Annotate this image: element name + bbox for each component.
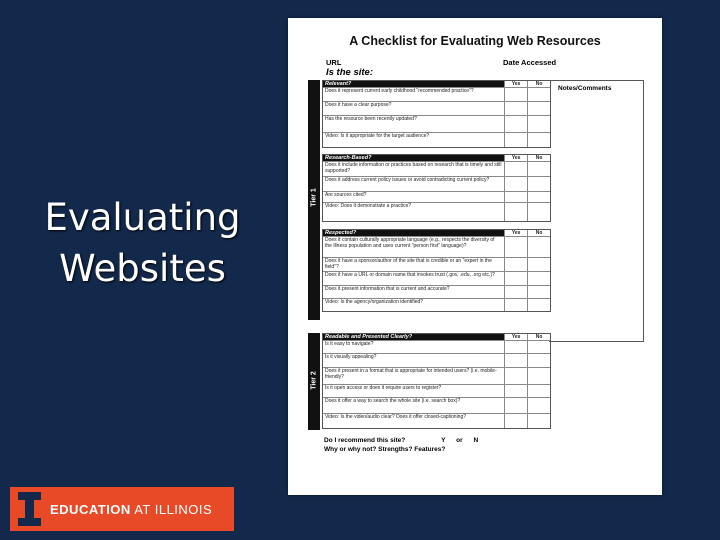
question-text: Video: Is the agency/organization identified? <box>323 299 505 311</box>
table-row <box>323 133 550 147</box>
yes-cell[interactable] <box>505 385 528 397</box>
yes-header: Yes <box>505 155 528 161</box>
table-row <box>323 177 550 192</box>
strengths-question: Why or why not? Strengths? Features? <box>324 446 446 453</box>
no-cell[interactable] <box>528 237 550 257</box>
yes-cell[interactable] <box>505 398 528 413</box>
recommendation-footer <box>324 436 478 454</box>
question-text: Does it present information that is current and accurate? <box>323 286 505 298</box>
question-text: Does it have a sponsor/author of the site that is credible or an "expert in the field"? <box>323 258 505 271</box>
notes-column <box>549 80 644 342</box>
notes-header: Notes/Comments <box>558 85 612 92</box>
table-row <box>323 116 550 133</box>
recommend-question: Do I recommend this site? <box>324 437 406 444</box>
table-row <box>323 203 550 221</box>
yes-cell[interactable] <box>505 341 528 353</box>
no-cell[interactable] <box>528 203 550 221</box>
logo-text-rest: AT ILLINOIS <box>130 502 213 517</box>
table-row <box>323 299 550 311</box>
no-cell[interactable] <box>528 116 550 132</box>
no-cell[interactable] <box>528 258 550 271</box>
education-at-illinois-logo <box>10 487 234 531</box>
section-heading: Relevant? <box>323 81 505 87</box>
question-text: Does it have a clear purpose? <box>323 102 505 115</box>
tier-1-band <box>308 80 320 320</box>
table-row <box>323 341 550 354</box>
question-text: Does it offer a way to search the whole site (i.e. search box)? <box>323 398 505 413</box>
yes-cell[interactable] <box>505 368 528 384</box>
table-row <box>323 162 550 177</box>
table-row <box>323 237 550 258</box>
no-cell[interactable] <box>528 354 550 367</box>
table-row <box>323 398 550 414</box>
question-text: Does it have a URL or domain name that invokes trust (.gov, .edu, .org etc.)? <box>323 272 505 285</box>
no-cell[interactable] <box>528 162 550 176</box>
tier-2-band <box>308 333 320 430</box>
section-table <box>322 154 551 222</box>
no-cell[interactable] <box>528 286 550 298</box>
yes-cell[interactable] <box>505 133 528 147</box>
question-text: Video: Is it appropriate for the target audience? <box>323 133 505 147</box>
no-cell[interactable] <box>528 272 550 285</box>
question-text: Has the resource been recently updated? <box>323 116 505 132</box>
no-cell[interactable] <box>528 88 550 101</box>
no-header: No <box>535 81 543 87</box>
yes-cell[interactable] <box>505 354 528 367</box>
no-cell[interactable] <box>528 414 550 428</box>
no-cell[interactable] <box>528 133 550 147</box>
yes-cell[interactable] <box>505 414 528 428</box>
table-row <box>323 272 550 286</box>
yes-cell[interactable] <box>505 192 528 202</box>
logo-text-bold: EDUCATION <box>50 502 131 517</box>
no-cell[interactable] <box>528 398 550 413</box>
title-line-2: Websites <box>59 247 226 290</box>
no-header: No <box>535 230 543 236</box>
no-header: No <box>535 334 543 340</box>
section-table <box>322 80 551 148</box>
tier-1-label: Tier 1 <box>310 188 318 207</box>
no-cell[interactable] <box>528 177 550 191</box>
yes-cell[interactable] <box>505 258 528 271</box>
document-title: A Checklist for Evaluating Web Resources <box>349 34 601 48</box>
yes-cell[interactable] <box>505 177 528 191</box>
no-option[interactable]: N <box>473 437 479 444</box>
section-header-row <box>323 230 550 237</box>
logo-text <box>50 502 212 517</box>
question-text: Is it visually appealing? <box>323 354 505 367</box>
section-heading: Readable and Presented Clearly? <box>323 334 505 340</box>
yes-header: Yes <box>505 334 528 340</box>
no-header: No <box>535 155 543 161</box>
question-text: Does it include information or practices based on research that is timely and still supported? <box>323 162 505 176</box>
question-text: Does it present in a format that is appropriate for intended users? (i.e. mobile-friendly? <box>323 368 505 384</box>
section-header-row <box>323 155 550 162</box>
slide-title <box>30 192 255 294</box>
question-text: Video: Does it demonstrate a practice? <box>323 203 505 221</box>
date-accessed-label: Date Accessed <box>503 58 557 67</box>
no-cell[interactable] <box>528 299 550 311</box>
question-text: Is it easy to navigate? <box>323 341 505 353</box>
yes-option[interactable]: Y <box>441 437 446 444</box>
no-cell[interactable] <box>528 192 550 202</box>
section-header-row <box>323 334 550 341</box>
table-row <box>323 88 550 102</box>
yes-cell[interactable] <box>505 286 528 298</box>
question-text: Does it represent current early childhood "recommended practice"? <box>323 88 505 101</box>
yes-header: Yes <box>505 81 528 87</box>
table-row <box>323 414 550 428</box>
table-row <box>323 258 550 272</box>
section-table <box>322 333 551 429</box>
question-text: Does it contain culturally appropriate language (e.g., respects the diversity of the illness population and uses current "person first" language)? <box>323 237 505 257</box>
section-header-row <box>323 81 550 88</box>
yes-cell[interactable] <box>505 237 528 257</box>
question-text: Is it open access or does it require users to register? <box>323 385 505 397</box>
yes-cell[interactable] <box>505 203 528 221</box>
no-cell[interactable] <box>528 385 550 397</box>
yes-cell[interactable] <box>505 88 528 101</box>
yes-cell[interactable] <box>505 299 528 311</box>
question-text: Video: Is the video/audio clear? Does it offer closed-captioning? <box>323 414 505 428</box>
table-row <box>323 192 550 203</box>
no-cell[interactable] <box>528 102 550 115</box>
yes-cell[interactable] <box>505 116 528 132</box>
yes-header: Yes <box>505 230 528 236</box>
question-text: Does it address current policy issues or avoid contradicting current policy? <box>323 177 505 191</box>
no-cell[interactable] <box>528 368 550 384</box>
or-text: or <box>456 437 463 444</box>
title-line-1: Evaluating <box>44 196 241 239</box>
yes-cell[interactable] <box>505 162 528 176</box>
table-row <box>323 286 550 299</box>
block-i-icon <box>18 492 41 526</box>
no-cell[interactable] <box>528 341 550 353</box>
table-row <box>323 385 550 398</box>
table-row <box>323 368 550 385</box>
question-text: Are sources cited? <box>323 192 505 202</box>
yes-cell[interactable] <box>505 102 528 115</box>
checklist-document <box>288 18 662 495</box>
table-row <box>323 102 550 116</box>
table-row <box>323 354 550 368</box>
section-heading: Research-Based? <box>323 155 505 161</box>
tier-2-label: Tier 2 <box>310 371 318 390</box>
url-label: URL <box>326 58 342 67</box>
yes-cell[interactable] <box>505 272 528 285</box>
section-table <box>322 229 551 312</box>
section-heading: Respected? <box>323 230 505 236</box>
document-subtitle: Is the site: <box>326 67 373 78</box>
